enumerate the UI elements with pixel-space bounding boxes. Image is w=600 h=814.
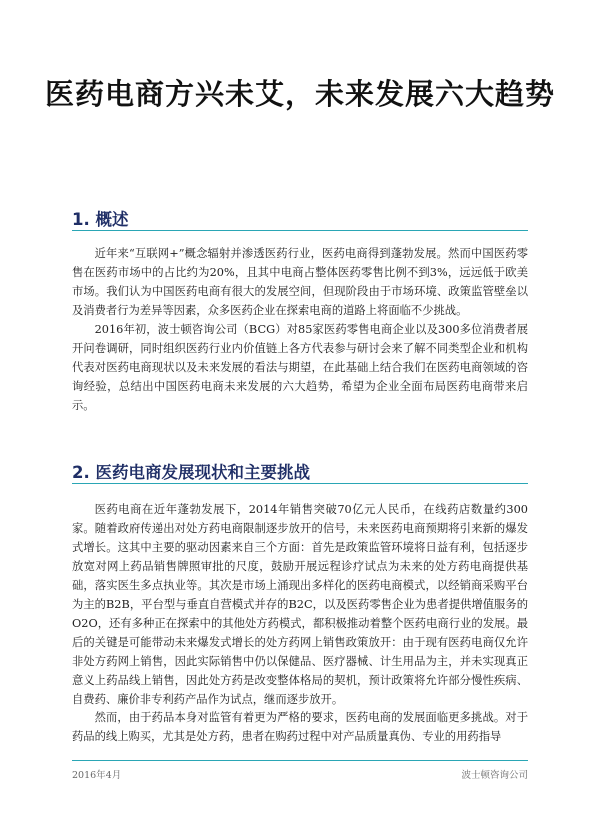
section-title: 概述 <box>95 210 129 229</box>
section-number: 1. <box>72 210 90 229</box>
paragraph: 然而，由于药品本身对监管有着更为严格的要求，医药电商的发展面临更多挑战。对于药品的线上购买，尤其是处方药，患者在购药过程中对产品质量真伪、专业的用药指导 <box>72 711 528 743</box>
section-number: 2. <box>72 463 90 482</box>
paragraph: 近年来“互联网+”概念辐射并渗透医药行业，医药电商得到蓬勃发展。然而中国医药零售在医药市场中的占比约为20%，且其中电商占整体医药零售比例不到3%，远远低于欧美市场。我们认为中国医药电商有很大的发展空间，但现阶段由于市场环境、政策监管壁垒以及消费者行为差异等因素，众多医药企业在探索电商的道路上将面临不少挑战。 <box>72 247 528 317</box>
section-rule <box>72 230 528 231</box>
footer-date: 2016年4月 <box>72 770 122 781</box>
footer-company: 波士顿咨询公司 <box>461 770 528 781</box>
page-title: 医药电商方兴未艾，未来发展六大趋势 <box>44 77 555 111</box>
section-heading-status <box>72 459 310 483</box>
section-title: 医药电商发展现状和主要挑战 <box>95 463 310 482</box>
paragraph: 2016年初，波士顿咨询公司（BCG）对85家医药零售电商企业以及300多位消费者展开问卷调研，同时组织医药行业内价值链上各方代表参与研讨会来了解不同类型企业和机构代表对医药电商现状以及未来发展的看法与期望，在此基础上结合我们在医药电商领域的咨询经验，总结出中国医药电商未来发展的六大趋势，希望为企业全面布局医药电商带来启示。 <box>72 323 528 412</box>
paragraph: 医药电商在近年蓬勃发展下，2014年销售突破70亿元人民币，在线药店数量约300家。随着政府传递出对处方药电商限制逐步放开的信号，未来医药电商预期将引来新的爆发式增长。这其中主要的驱动因素来自三个方面：首先是政策监管环境将日益有利，包括逐步放宽对网上药品销售牌照审批的尺度，鼓励开展远程诊疗试点为未来的处方药电商提供基础，落实医生多点执业等。其次是市场上涌现出多样化的医药电商模式，以经销商采购平台为主的B2B，平台型与垂直自营模式并存的B2C，以及医药零售企业为患者提供增值服务的O2O，还有多种正在探索中的其他处方药模式，都积极推动着整个医药电商行业的发展。最后的关键是可能带动未来爆发式增长的处方药网上销售政策放开：由于现有医药电商仅允许非处方药网上销售，因此实际销售中仍以保健品、医疗器械、计生用品为主，并未实现真正意义上药品线上销售，因此处方药是改变整体格局的契机，预计政策将允许部分慢性疾病、自费药、廉价非专利药产品作为试点，继而逐步放开。 <box>72 503 528 706</box>
section-rule <box>72 483 528 484</box>
footer-rule <box>72 760 528 761</box>
section-heading-overview <box>72 206 129 230</box>
